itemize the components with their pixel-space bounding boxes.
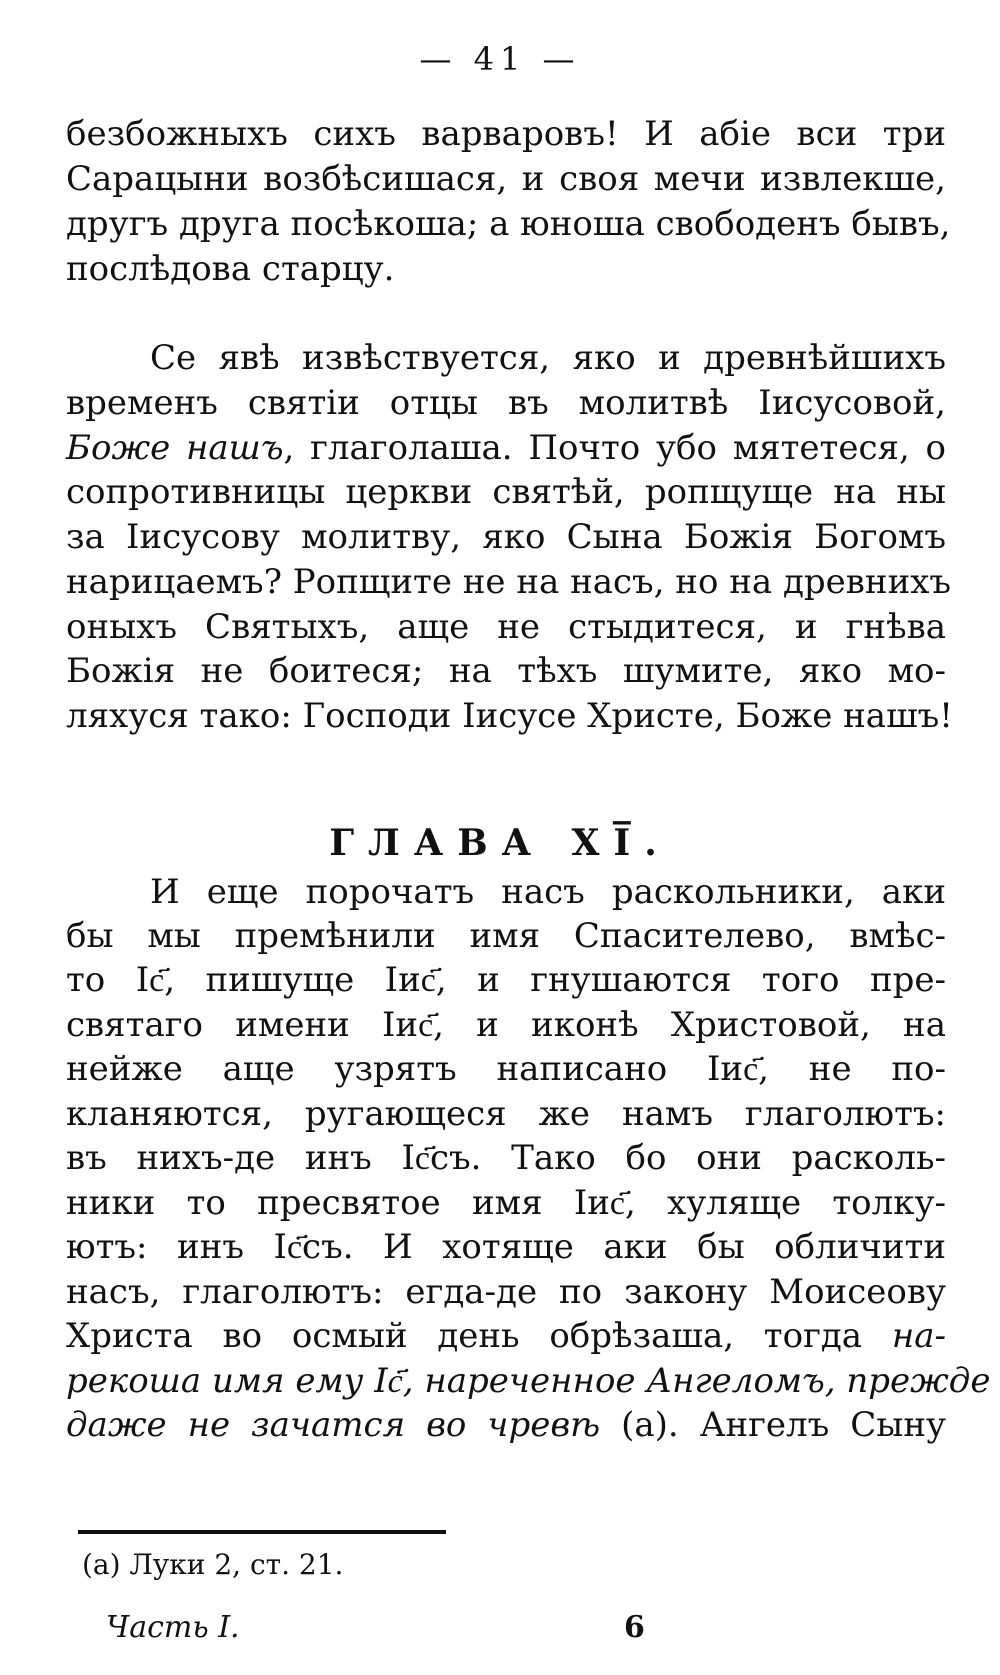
text-line: нарицаемъ? Ропщите не на насъ, но на древнихъ: [66, 562, 952, 602]
text-line: Се явѣ извѣствуется, яко и древнѣйшихъ: [150, 338, 946, 378]
text-line: нейже аще узрятъ написано Іис҃, не по-: [66, 1049, 946, 1089]
part-label: Часть I.: [106, 1610, 240, 1645]
text-line: другъ друга посѣкоша; а юноша свободенъ бывъ,: [66, 204, 951, 244]
text-line: временъ святіи отцы въ молитвѣ Іисусовой,: [66, 383, 946, 423]
text-line: [66, 1403, 946, 1447]
text-line: святаго имени Іис҃, и иконѣ Христовой, на: [66, 1005, 946, 1045]
text-line: [66, 426, 946, 470]
footnote: (а) Луки 2, ст. 21.: [82, 1548, 344, 1581]
text-line: бы мы премѣнили имя Спасителево, вмѣс-: [66, 916, 946, 956]
italic-phrase: даже не зачатся во чревѣ: [66, 1405, 601, 1445]
text-line: насъ, глаголютъ: егда-де по закону Моисеову: [66, 1272, 946, 1312]
italic-phrase: на-: [891, 1316, 946, 1356]
text-line: оныхъ Святыхъ, аще не стыдитеся, и гнѣва: [66, 607, 946, 647]
text-line: ютъ: инъ Іс҃съ. И хотяще аки бы обличити: [66, 1227, 946, 1267]
text-line: кланяются, ругающеся же намъ глаголютъ:: [66, 1094, 946, 1134]
text-line: Сарацыни возбѣсишася, и своя мечи извлекше,: [66, 159, 946, 199]
text-line: послѣдова старцу.: [66, 249, 395, 289]
text-line: въ нихъ-де инъ Іс҃съ. Тако бо они расколь-: [66, 1138, 946, 1178]
text-line: Божія не боитеся; на тѣхъ шумите, яко мо-: [66, 651, 946, 691]
text-span: Христа во осмый день обрѣзаша, тогда: [66, 1316, 892, 1356]
chapter-heading: ГЛАВА XI̅.: [329, 822, 671, 864]
italic-phrase: Боже нашъ: [66, 428, 284, 468]
text-span: (а). Ангелъ Сыну: [600, 1405, 946, 1445]
text-line: за Іисусову молитву, яко Сына Божія Богомъ: [66, 517, 946, 557]
text-line: сопротивницы церкви святѣй, ропщуще на ны: [66, 472, 946, 512]
footnote-divider: [78, 1530, 446, 1534]
text-line: то Іс҃, пишуще Іис҃, и гнушаются того пре-: [66, 960, 946, 1000]
text-line: И еще порочатъ насъ раскольники, аки: [150, 872, 946, 912]
text-line: ляхуся тако: Господи Іисусе Христе, Боже нашъ!: [66, 696, 953, 736]
page-number: — 41 —: [419, 40, 581, 78]
text-span: , глаголаша. Почто убо мятетеся, о: [283, 428, 946, 468]
text-line: ники то пресвятое имя Іис҃, хуляще толку-: [66, 1183, 946, 1223]
text-line: [66, 1314, 946, 1358]
text-line-italic: рекоша имя ему Іс҃, нареченное Ангеломъ, прежде: [66, 1361, 991, 1401]
signature-mark: 6: [624, 1610, 645, 1645]
text-line: безбожныхъ сихъ варваровъ! И абіе вси три: [66, 114, 946, 154]
